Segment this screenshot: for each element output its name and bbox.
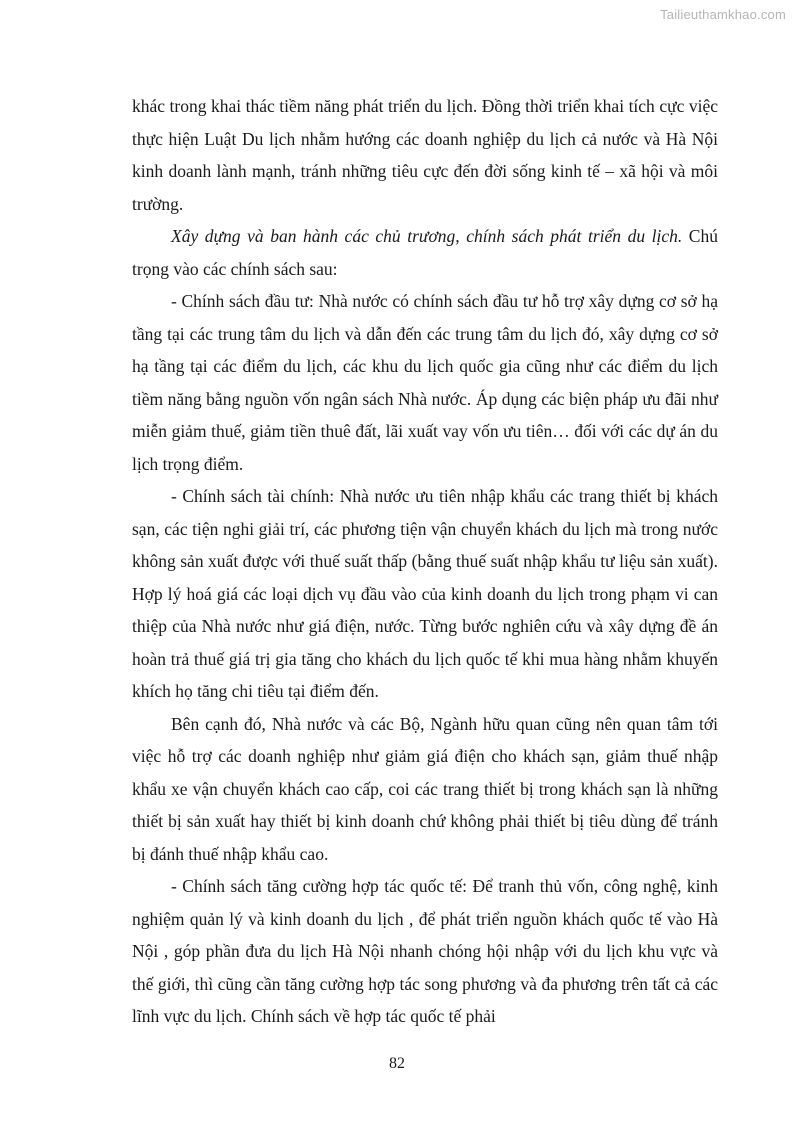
paragraph-finance-policy: - Chính sách tài chính: Nhà nước ưu tiên nhập khẩu các trang thiết bị khách sạn, các tiện nghi giải trí, các phương tiện vận chuyển khách du lịch mà trong nước không sản xuất được với thuế suất thấp (bằng thuế suất nhập khẩu tư liệu sản xuất). Hợp lý hoá giá các loại dịch vụ đầu vào của kinh doanh du lịch trong phạm vi can thiệp của Nhà nước như giá điện, nước. Từng bước nghiên cứu và xây dựng đề án hoàn trả thuế giá trị gia tăng cho khách du lịch quốc tế khi mua hàng nhằm khuyến khích họ tăng chi tiêu tại điểm đến. bbox=[132, 486, 718, 701]
policy-intro-text: Chú trọng vào các chính sách sau: bbox=[132, 226, 718, 279]
paragraph-continuation: khác trong khai thác tiềm năng phát triển du lịch. Đồng thời triển khai tích cực việc thực hiện Luật Du lịch nhằm hướng các doanh nghiệp du lịch cả nước và Hà Nội kinh doanh lành mạnh, tránh những tiêu cực đến đời sống kinh tế – xã hội và môi trường. bbox=[132, 96, 718, 214]
watermark-text: Tailieuthamkhao.com bbox=[660, 7, 786, 22]
paragraph-international-cooperation: - Chính sách tăng cường hợp tác quốc tế: Để tranh thủ vốn, công nghệ, kinh nghiệm quản lý và kinh doanh du lịch , để phát triển nguồn khách quốc tế vào Hà Nội , góp phần đưa du lịch Hà Nội nhanh chóng hội nhập với du lịch khu vực và thế giới, thì cũng cần tăng cường hợp tác song phương và đa phương trên tất cả các lĩnh vực du lịch. Chính sách về hợp tác quốc tế phải bbox=[132, 876, 718, 1026]
page-number: 82 bbox=[389, 1055, 405, 1072]
policy-heading-italic: Xây dựng và ban hành các chủ trương, chính sách phát triển du lịch. bbox=[171, 226, 683, 246]
paragraph-policy-intro bbox=[132, 220, 718, 285]
document-body bbox=[132, 90, 718, 1033]
paragraph-support-enterprises: Bên cạnh đó, Nhà nước và các Bộ, Ngành hữu quan cũng nên quan tâm tới việc hỗ trợ các doanh nghiệp như giảm giá điện cho khách sạn, giảm thuế nhập khẩu xe vận chuyển khách cao cấp, coi các trang thiết bị trong khách sạn là những thiết bị sản xuất hay thiết bị kinh doanh chứ không phải thiết bị tiêu dùng để tránh bị đánh thuế nhập khẩu cao. bbox=[132, 713, 718, 864]
paragraph-investment-policy: - Chính sách đầu tư: Nhà nước có chính sách đầu tư hỗ trợ xây dựng cơ sở hạ tầng tại các trung tâm du lịch và dẫn đến các trung tâm du lịch đó, xây dựng cơ sở hạ tầng tại các điểm du lịch, các khu du lịch quốc gia cũng như các điểm du lịch tiềm năng bằng nguồn vốn ngân sách Nhà nước. Áp dụng các biện pháp ưu đãi như miễn giảm thuế, giảm tiền thuê đất, lãi xuất vay vốn ưu tiên… đối với các dự án du lịch trọng điểm. bbox=[132, 291, 718, 474]
